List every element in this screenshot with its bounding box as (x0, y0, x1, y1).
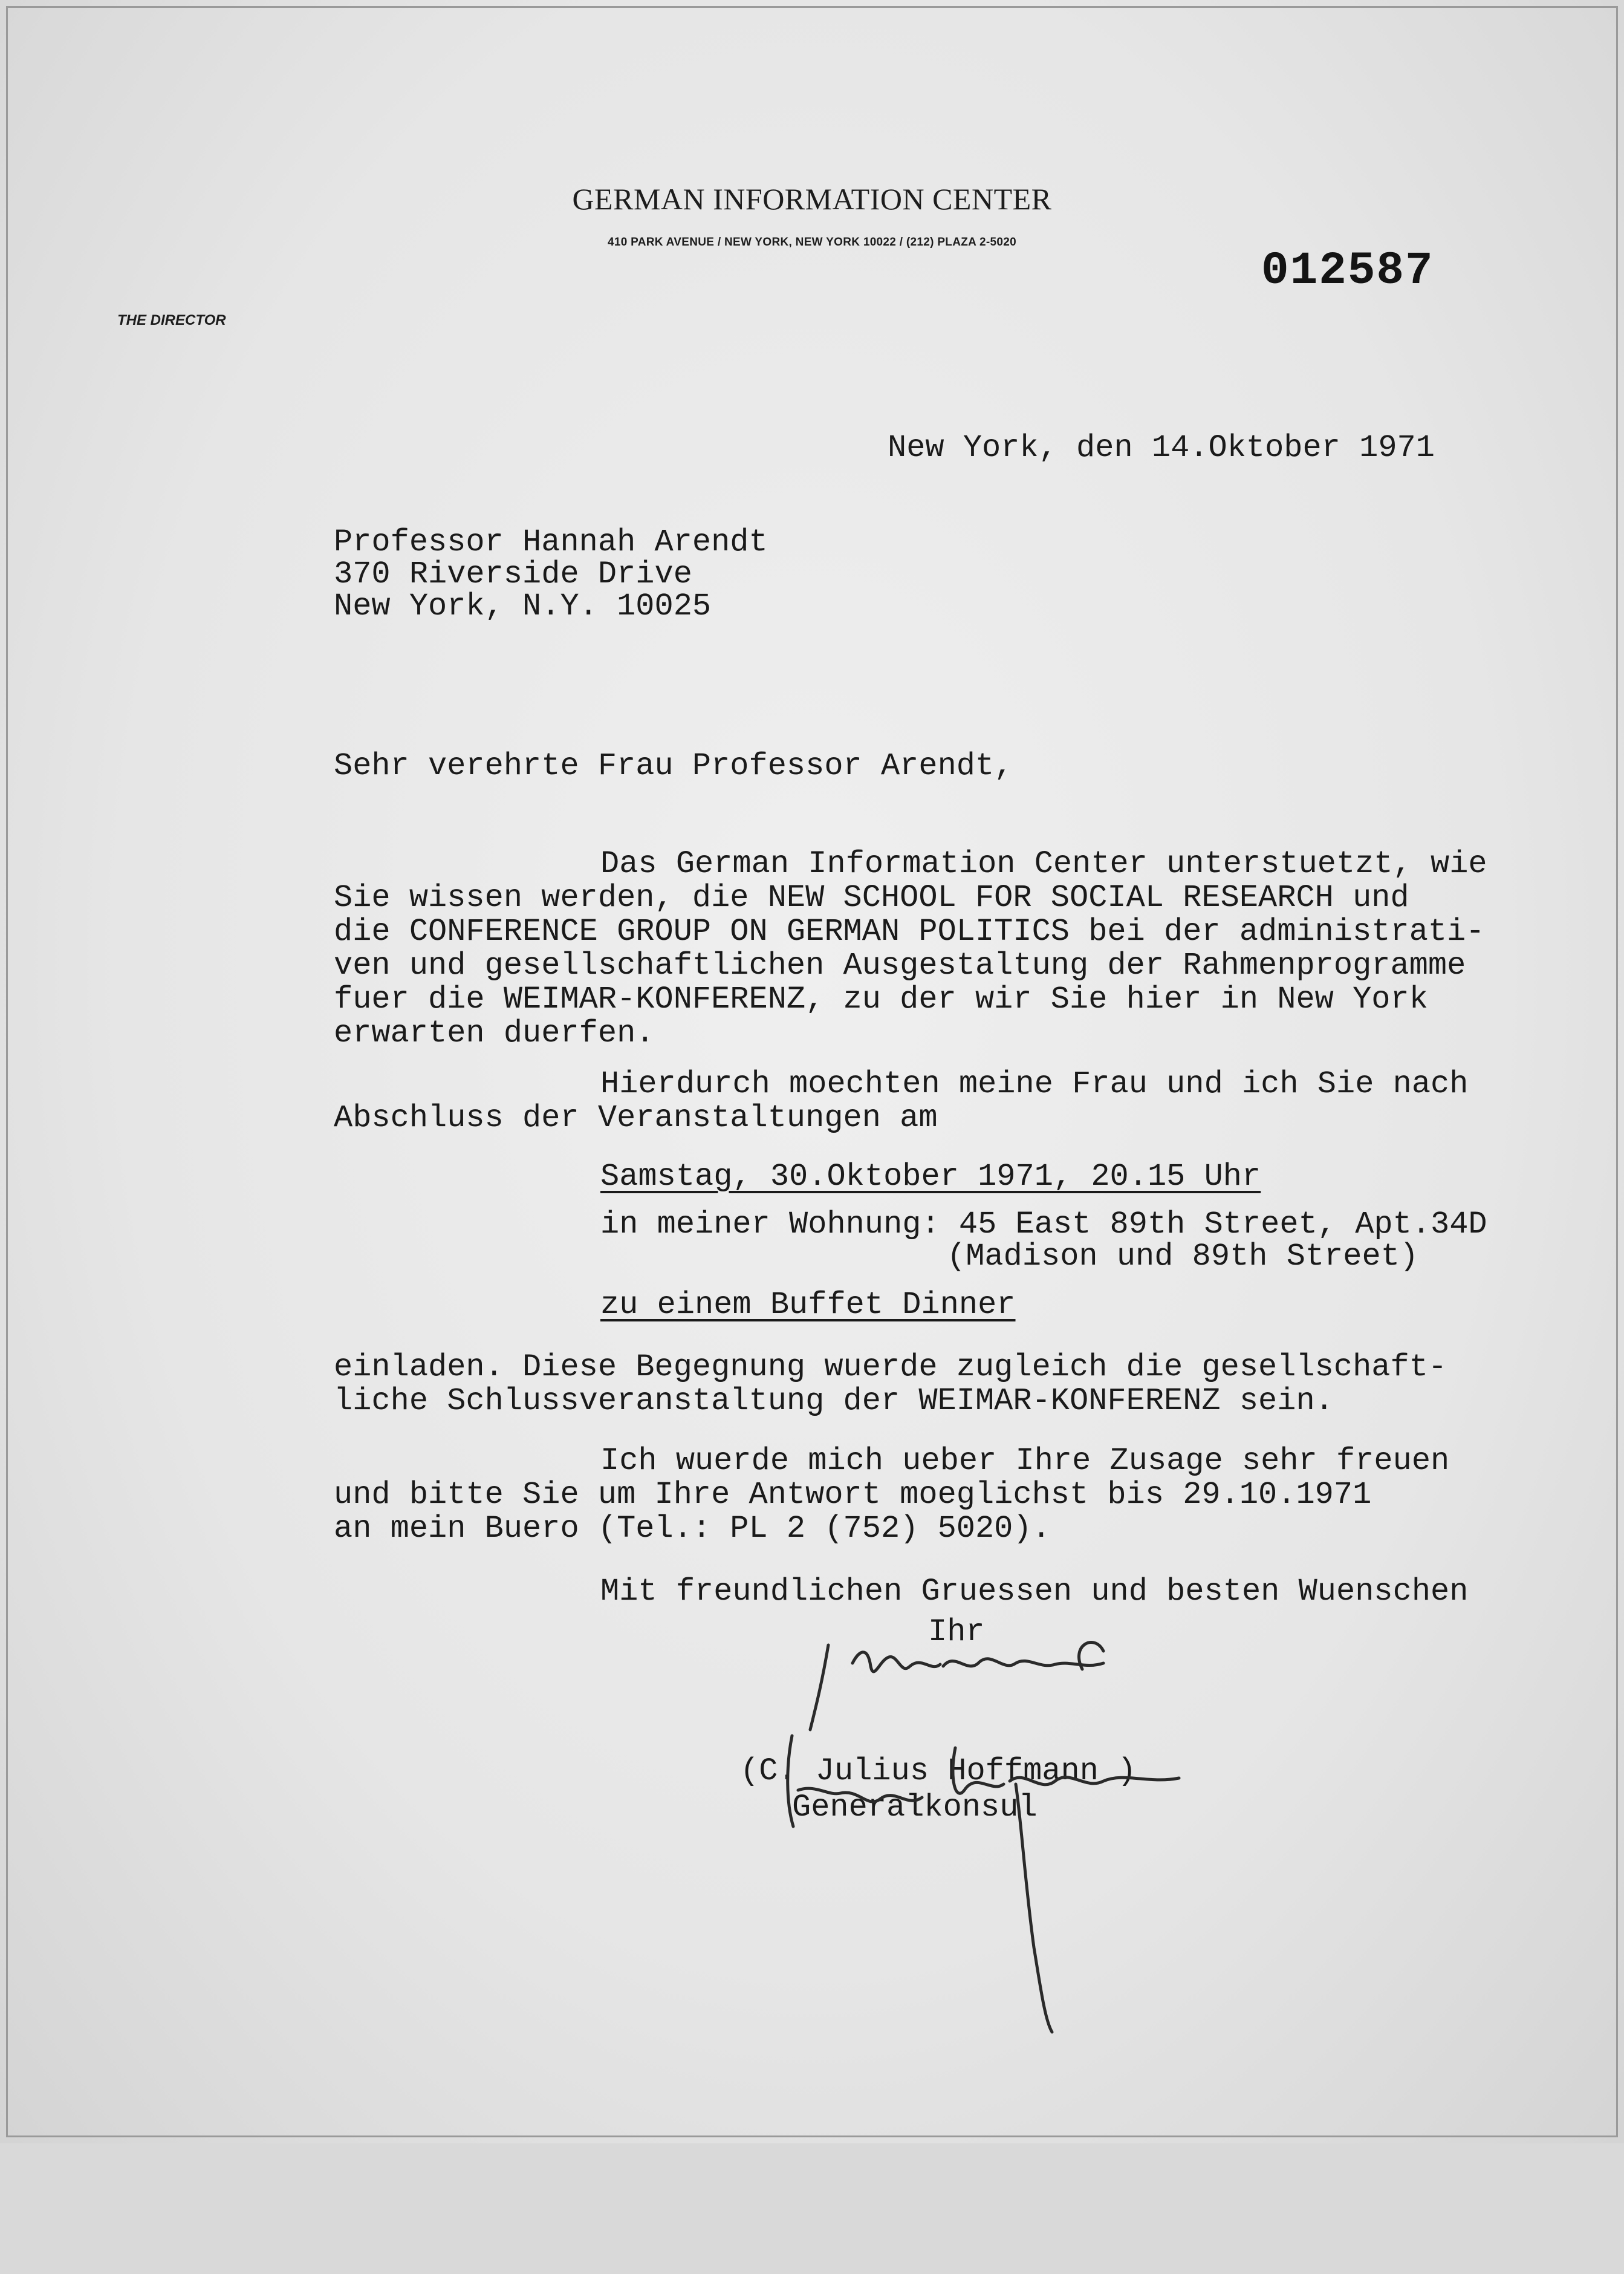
body-line: Sie wissen werden, die NEW SCHOOL FOR SOCIAL RESEARCH und (334, 880, 1409, 916)
closing-line: Mit freundlichen Gruessen und besten Wuenschen (600, 1574, 1469, 1609)
body-line: die CONFERENCE GROUP ON GERMAN POLITICS bei der administrati- (334, 914, 1485, 950)
body-line: einladen. Diese Begegnung wuerde zugleich die gesellschaft- (334, 1349, 1447, 1385)
closing-ihr: Ihr (928, 1614, 985, 1650)
event-type: zu einem Buffet Dinner (600, 1287, 1016, 1323)
body-line: Hierdurch moechten meine Frau und ich Sie nach (600, 1066, 1469, 1102)
body-line: und bitte Sie um Ihre Antwort moeglichst bis 29.10.1971 (334, 1477, 1372, 1513)
body-line: Abschluss der Veranstaltungen am (334, 1100, 938, 1136)
salutation: Sehr verehrte Frau Professor Arendt, (334, 748, 1013, 784)
letterhead-address: 410 PARK AVENUE / NEW YORK, NEW YORK 10022 / (212) PLAZA 2-5020 (607, 236, 1016, 249)
event-date: Samstag, 30.Oktober 1971, 20.15 Uhr (600, 1159, 1261, 1194)
body-line: liche Schlussveranstaltung der WEIMAR-KONFERENZ sein. (334, 1383, 1334, 1419)
dateline: New York, den 14.Oktober 1971 (888, 430, 1435, 466)
recipient-name: Professor Hannah Arendt (334, 524, 768, 560)
document-number: 012587 (1261, 245, 1434, 297)
body-line: an mein Buero (Tel.: PL 2 (752) 5020). (334, 1511, 1051, 1546)
body-line: Ich wuerde mich ueber Ihre Zusage sehr freuen (600, 1443, 1450, 1479)
recipient-street: 370 Riverside Drive (334, 556, 692, 592)
event-venue: in meiner Wohnung: 45 East 89th Street, Apt.34D (600, 1207, 1487, 1242)
body-line: erwarten duerfen. (334, 1015, 655, 1051)
body-line: fuer die WEIMAR-KONFERENZ, zu der wir Sie hier in New York (334, 982, 1428, 1017)
body-line: Das German Information Center unterstuetzt, wie (600, 846, 1487, 882)
handwritten-signature (756, 1609, 1300, 2274)
event-venue-detail: (Madison und 89th Street) (947, 1239, 1419, 1274)
body-line: ven und gesellschaftlichen Ausgestaltung der Rahmenprogramme (334, 948, 1466, 983)
letterhead-office: THE DIRECTOR (117, 312, 226, 328)
letterhead-organization: GERMAN INFORMATION CENTER (572, 182, 1052, 216)
signatory-title: Generalkonsul (792, 1790, 1038, 1825)
recipient-city: New York, N.Y. 10025 (334, 588, 712, 624)
signatory-name: (C. Julius Hoffmann ) (740, 1753, 1137, 1789)
